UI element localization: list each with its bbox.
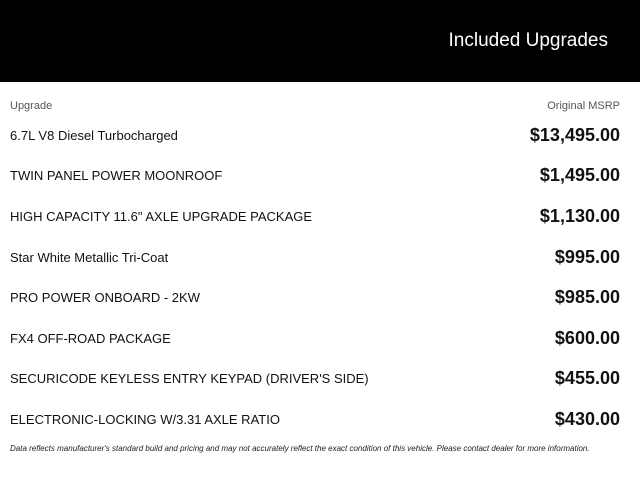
upgrade-name: TWIN PANEL POWER MOONROOF (10, 168, 223, 184)
list-item (0, 318, 640, 359)
upgrade-price: $985.00 (554, 287, 620, 308)
list-item (0, 156, 640, 197)
list-item (0, 237, 640, 278)
upgrade-price: $430.00 (554, 408, 620, 429)
upgrade-name: ELECTRONIC-LOCKING W/3.31 AXLE RATIO (10, 411, 280, 427)
list-item (0, 196, 640, 237)
upgrade-price: $600.00 (554, 327, 620, 348)
upgrade-name: Star White Metallic Tri-Coat (10, 249, 169, 265)
upgrade-price: $1,495.00 (539, 165, 620, 186)
upgrade-name: SECURICODE KEYLESS ENTRY KEYPAD (DRIVER'S SIDE) (10, 371, 369, 387)
column-headers (10, 99, 620, 113)
upgrade-price: $1,130.00 (539, 205, 620, 226)
upgrade-name: FX4 OFF-ROAD PACKAGE (10, 330, 171, 346)
disclaimer-text: Data reflects manufacturer's standard build and pricing and may not accurately reflect the exact condition of this vehicle. Please contact dealer for more information. (10, 444, 590, 453)
list-item (0, 277, 640, 318)
upgrade-price: $455.00 (554, 368, 620, 389)
list-item (0, 115, 640, 156)
upgrades-list (0, 115, 640, 440)
page-title: Included Upgrades (448, 30, 608, 51)
column-header-upgrade: Upgrade (10, 100, 53, 112)
upgrade-name: PRO POWER ONBOARD - 2KW (10, 290, 200, 306)
column-header-msrp: Original MSRP (547, 100, 620, 112)
list-item (0, 399, 640, 440)
upgrade-name: HIGH CAPACITY 11.6" AXLE UPGRADE PACKAGE (10, 208, 313, 224)
upgrade-price: $995.00 (554, 246, 620, 267)
upgrade-price: $13,495.00 (529, 124, 620, 145)
list-item (0, 359, 640, 400)
upgrade-name: 6.7L V8 Diesel Turbocharged (10, 127, 178, 143)
header-banner (0, 0, 640, 82)
